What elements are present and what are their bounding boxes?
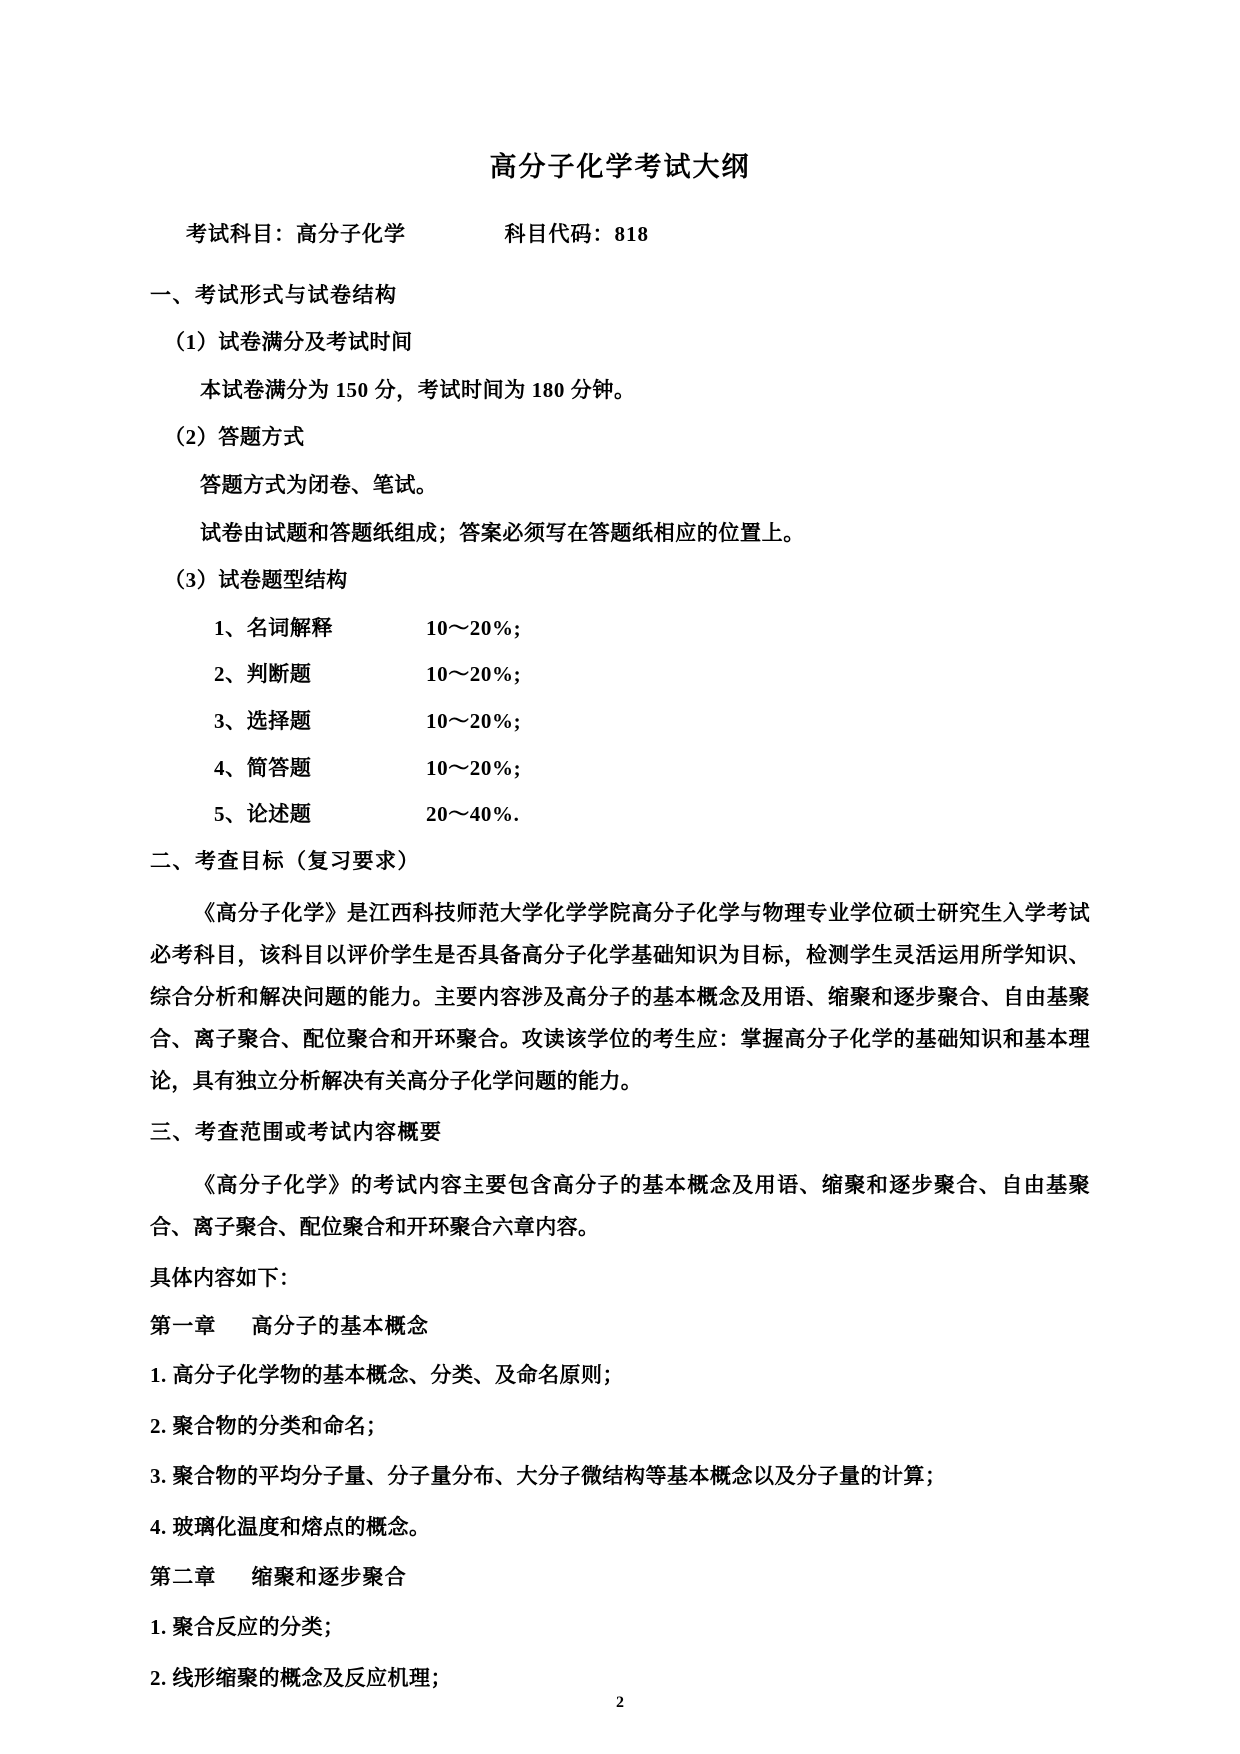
- chapter-number: 第二章: [150, 1565, 217, 1590]
- chapter-item: 2. 聚合物的分类和命名；: [150, 1413, 388, 1438]
- chapter-item: 1. 聚合反应的分类；: [150, 1615, 345, 1640]
- chapter-item: 2. 线形缩聚的概念及反应机理；: [150, 1665, 452, 1690]
- chapter-item: 4. 玻璃化温度和熔点的概念。: [150, 1514, 431, 1539]
- section-three-heading: 三、考查范围或考试内容概要: [150, 1120, 443, 1145]
- question-type-percent: 10～20%;: [426, 615, 522, 640]
- section-two-heading: 二、考查目标（复习要求）: [150, 848, 420, 873]
- chapter-item: 3. 聚合物的平均分子量、分子量分布、大分子微结构等基本概念以及分子量的计算；: [150, 1464, 947, 1489]
- section-three-paragraph: 《高分子化学》的考试内容主要包含高分子的基本概念及用语、缩聚和逐步聚合、自由基聚合、离子聚合、配位聚合和开环聚合六章内容。: [150, 1172, 1090, 1239]
- question-type-row: [150, 798, 1090, 832]
- question-type-row: [150, 752, 1090, 786]
- question-type-percent: 20～40%.: [426, 802, 520, 827]
- chapter-heading-two: [150, 1561, 1090, 1595]
- chapter-name: 高分子的基本概念: [251, 1313, 430, 1338]
- question-type-row: [150, 705, 1090, 739]
- chapter-heading-one: [150, 1310, 1090, 1344]
- page-number: 2: [616, 1694, 624, 1711]
- question-type-label: 5、论述题: [214, 802, 312, 827]
- question-type-label: 1、名词解释: [214, 615, 334, 640]
- section-two-paragraph: 《高分子化学》是江西科技师范大学化学学院高分子化学与物理专业学位硕士研究生入学考试必考科目，该科目以评价学生是否具备高分子化学基础知识为目标，检测学生灵活运用所学知识、综合分析和解决问题的能力。主要内容涉及高分子的基本概念及用语、缩聚和逐步聚合、自由基聚合、离子聚合、配位聚合和开环聚合。攻读该学位的考生应：掌握高分子化学的基础知识和基本理论，具有独立分析解决有关高分子化学问题的能力。: [150, 901, 1090, 1094]
- subject-code-label: 科目代码：818: [504, 222, 649, 247]
- section-one-heading: 一、考试形式与试卷结构: [150, 282, 398, 307]
- subject-label: 考试科目：高分子化学: [186, 222, 406, 247]
- question-type-percent: 10～20%;: [426, 708, 522, 733]
- section-one-item2-heading: （2）答题方式: [164, 425, 305, 450]
- section-one-item2-body2: 试卷由试题和答题纸组成；答案必须写在答题纸相应的位置上。: [200, 520, 805, 545]
- question-type-percent: 10～20%;: [426, 662, 522, 687]
- section-one-item2-body1: 答题方式为闭卷、笔试。: [200, 472, 438, 497]
- section-three-details-label: 具体内容如下：: [150, 1265, 301, 1290]
- chapter-item: 1. 高分子化学物的基本概念、分类、及命名原则；: [150, 1363, 624, 1388]
- section-one-item1-heading: （1）试卷满分及考试时间: [164, 330, 413, 355]
- section-one-item1-body: 本试卷满分为 150 分，考试时间为 180 分钟。: [200, 377, 636, 402]
- chapter-name: 缩聚和逐步聚合: [251, 1565, 407, 1590]
- question-type-row: [150, 658, 1090, 692]
- question-type-label: 3、选择题: [214, 708, 312, 733]
- exam-subject-line: [150, 219, 1090, 251]
- question-type-label: 2、判断题: [214, 662, 312, 687]
- question-type-row: [150, 612, 1090, 646]
- question-type-percent: 10～20%;: [426, 755, 522, 780]
- chapter-number: 第一章: [150, 1313, 217, 1338]
- question-type-label: 4、简答题: [214, 755, 312, 780]
- page-title: 高分子化学考试大纲: [489, 152, 751, 182]
- section-one-item3-heading: （3）试卷题型结构: [164, 568, 348, 593]
